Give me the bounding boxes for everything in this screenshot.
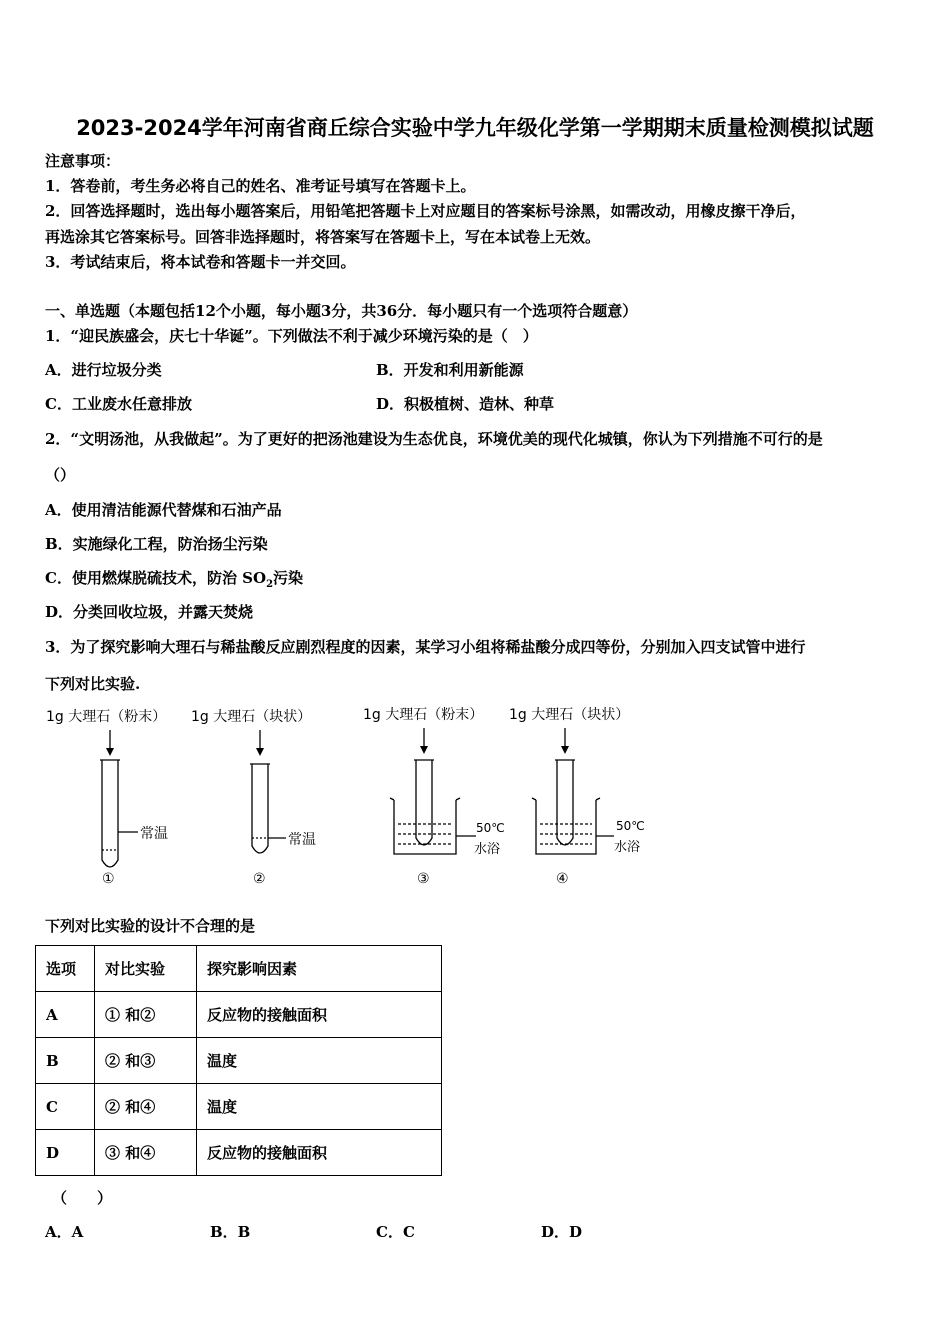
table-cell: ① 和② <box>95 992 197 1038</box>
q3-option-c: C．C <box>376 1223 415 1241</box>
tube-3-bath: 水浴 <box>474 842 501 857</box>
page-title: 2023-2024学年河南省商丘综合实验中学九年级化学第一学期期末质量检测模拟试题 <box>76 116 874 140</box>
q2-option-c-text-end: 污染 <box>273 569 304 587</box>
tube-4-label: 1g 大理石（块状） <box>509 707 630 723</box>
table-cell: 反应物的接触面积 <box>197 1130 442 1176</box>
tube-4-number: ④ <box>556 871 569 887</box>
question-3-stem-cont: 下列对比实验. <box>45 675 141 693</box>
table-cell: B <box>36 1038 95 1084</box>
question-3-stem: 3．为了探究影响大理石与稀盐酸反应剧烈程度的因素，某学习小组将稀盐酸分成四等份，分别加入四支试管中进行 <box>45 638 806 656</box>
notice-item: 再选涂其它答案标号。回答非选择题时，将答案写在答题卡上，写在本试卷上无效。 <box>45 228 601 246</box>
q1-option-c: C．工业废水任意排放 <box>45 395 192 413</box>
q2-option-c <box>45 568 303 595</box>
q2-option-b: B．实施绿化工程，防治扬尘污染 <box>45 535 268 553</box>
q1-option-a: A．进行垃圾分类 <box>45 361 162 379</box>
table-cell: C <box>36 1084 95 1130</box>
tube-2-condition: 常温 <box>288 832 316 848</box>
table-intro: 下列对比实验的设计不合理的是 <box>45 917 256 935</box>
tube-4-drawing <box>532 728 614 854</box>
q2-option-c-text: C．使用燃煤脱硫技术，防治 SO <box>45 569 267 587</box>
notice-item: 1．答卷前，考生务必将自己的姓名、准考证号填写在答题卡上。 <box>45 177 476 195</box>
tube-1-number: ① <box>102 871 115 887</box>
table-row <box>36 1038 442 1084</box>
table-cell: 反应物的接触面积 <box>197 992 442 1038</box>
tube-4-temp: 50℃ <box>616 819 645 833</box>
tube-1-drawing <box>100 730 138 867</box>
question-1-stem: 1．“迎民族盛会，庆七十华诞”。下列做法不利于减少环境污染的是（ ） <box>45 327 538 345</box>
q1-option-d: D．积极植树、造林、种草 <box>376 395 555 413</box>
tube-1-label: 1g 大理石（粉末） <box>46 709 167 725</box>
tube-3-label: 1g 大理石（粉末） <box>363 707 484 723</box>
tube-1-condition: 常温 <box>140 826 168 842</box>
table-cell: ② 和④ <box>95 1084 197 1130</box>
table-cell: ② 和③ <box>95 1038 197 1084</box>
table-row <box>36 1084 442 1130</box>
notice-item: 3．考试结束后，将本试卷和答题卡一并交回。 <box>45 253 356 271</box>
tube-3-temp: 50℃ <box>476 821 505 835</box>
table-cell: 温度 <box>197 1084 442 1130</box>
table-cell: D <box>36 1130 95 1176</box>
q3-option-d: D．D <box>541 1223 583 1241</box>
tube-3-drawing <box>390 728 476 854</box>
q2-option-c-subscript: 2 <box>266 579 274 590</box>
tube-2-drawing <box>250 730 286 853</box>
table-cell: 温度 <box>197 1038 442 1084</box>
notice-heading: 注意事项： <box>45 152 121 170</box>
question-2-stem-cont: （） <box>45 466 76 484</box>
section-heading: 一、单选题（本题包括12个小题，每小题3分，共36分．每小题只有一个选项符合题意） <box>45 302 638 320</box>
table-header-cell: 对比实验 <box>95 946 197 992</box>
q2-option-a: A．使用清洁能源代替煤和石油产品 <box>45 501 282 519</box>
table-header-cell: 探究影响因素 <box>197 946 442 992</box>
q1-option-b: B．开发和利用新能源 <box>376 361 524 379</box>
answer-blank: （ ） <box>52 1189 113 1207</box>
tube-2-label: 1g 大理石（块状） <box>191 709 312 725</box>
question-2-stem: 2．“文明汤池，从我做起”。为了更好的把汤池建设为生态优良，环境优美的现代化城镇，你认为下列措施不可行的是 <box>45 430 823 448</box>
table-cell: ③ 和④ <box>95 1130 197 1176</box>
notice-item: 2．回答选择题时，选出每小题答案后，用铅笔把答题卡上对应题目的答案标号涂黑，如需改动，用橡皮擦干净后， <box>45 202 806 220</box>
table-cell: A <box>36 992 95 1038</box>
tube-3-number: ③ <box>417 871 430 887</box>
q2-option-d: D．分类回收垃圾，并露天焚烧 <box>45 603 254 621</box>
q3-option-b: B．B <box>210 1223 251 1241</box>
table-row <box>36 992 442 1038</box>
table-row <box>36 1130 442 1176</box>
tube-4-bath: 水浴 <box>614 840 641 855</box>
options-table <box>35 945 442 1176</box>
table-header-cell: 选项 <box>36 946 95 992</box>
q3-option-a: A．A <box>45 1223 84 1241</box>
table-header-row <box>36 946 442 992</box>
tube-2-number: ② <box>253 871 266 887</box>
